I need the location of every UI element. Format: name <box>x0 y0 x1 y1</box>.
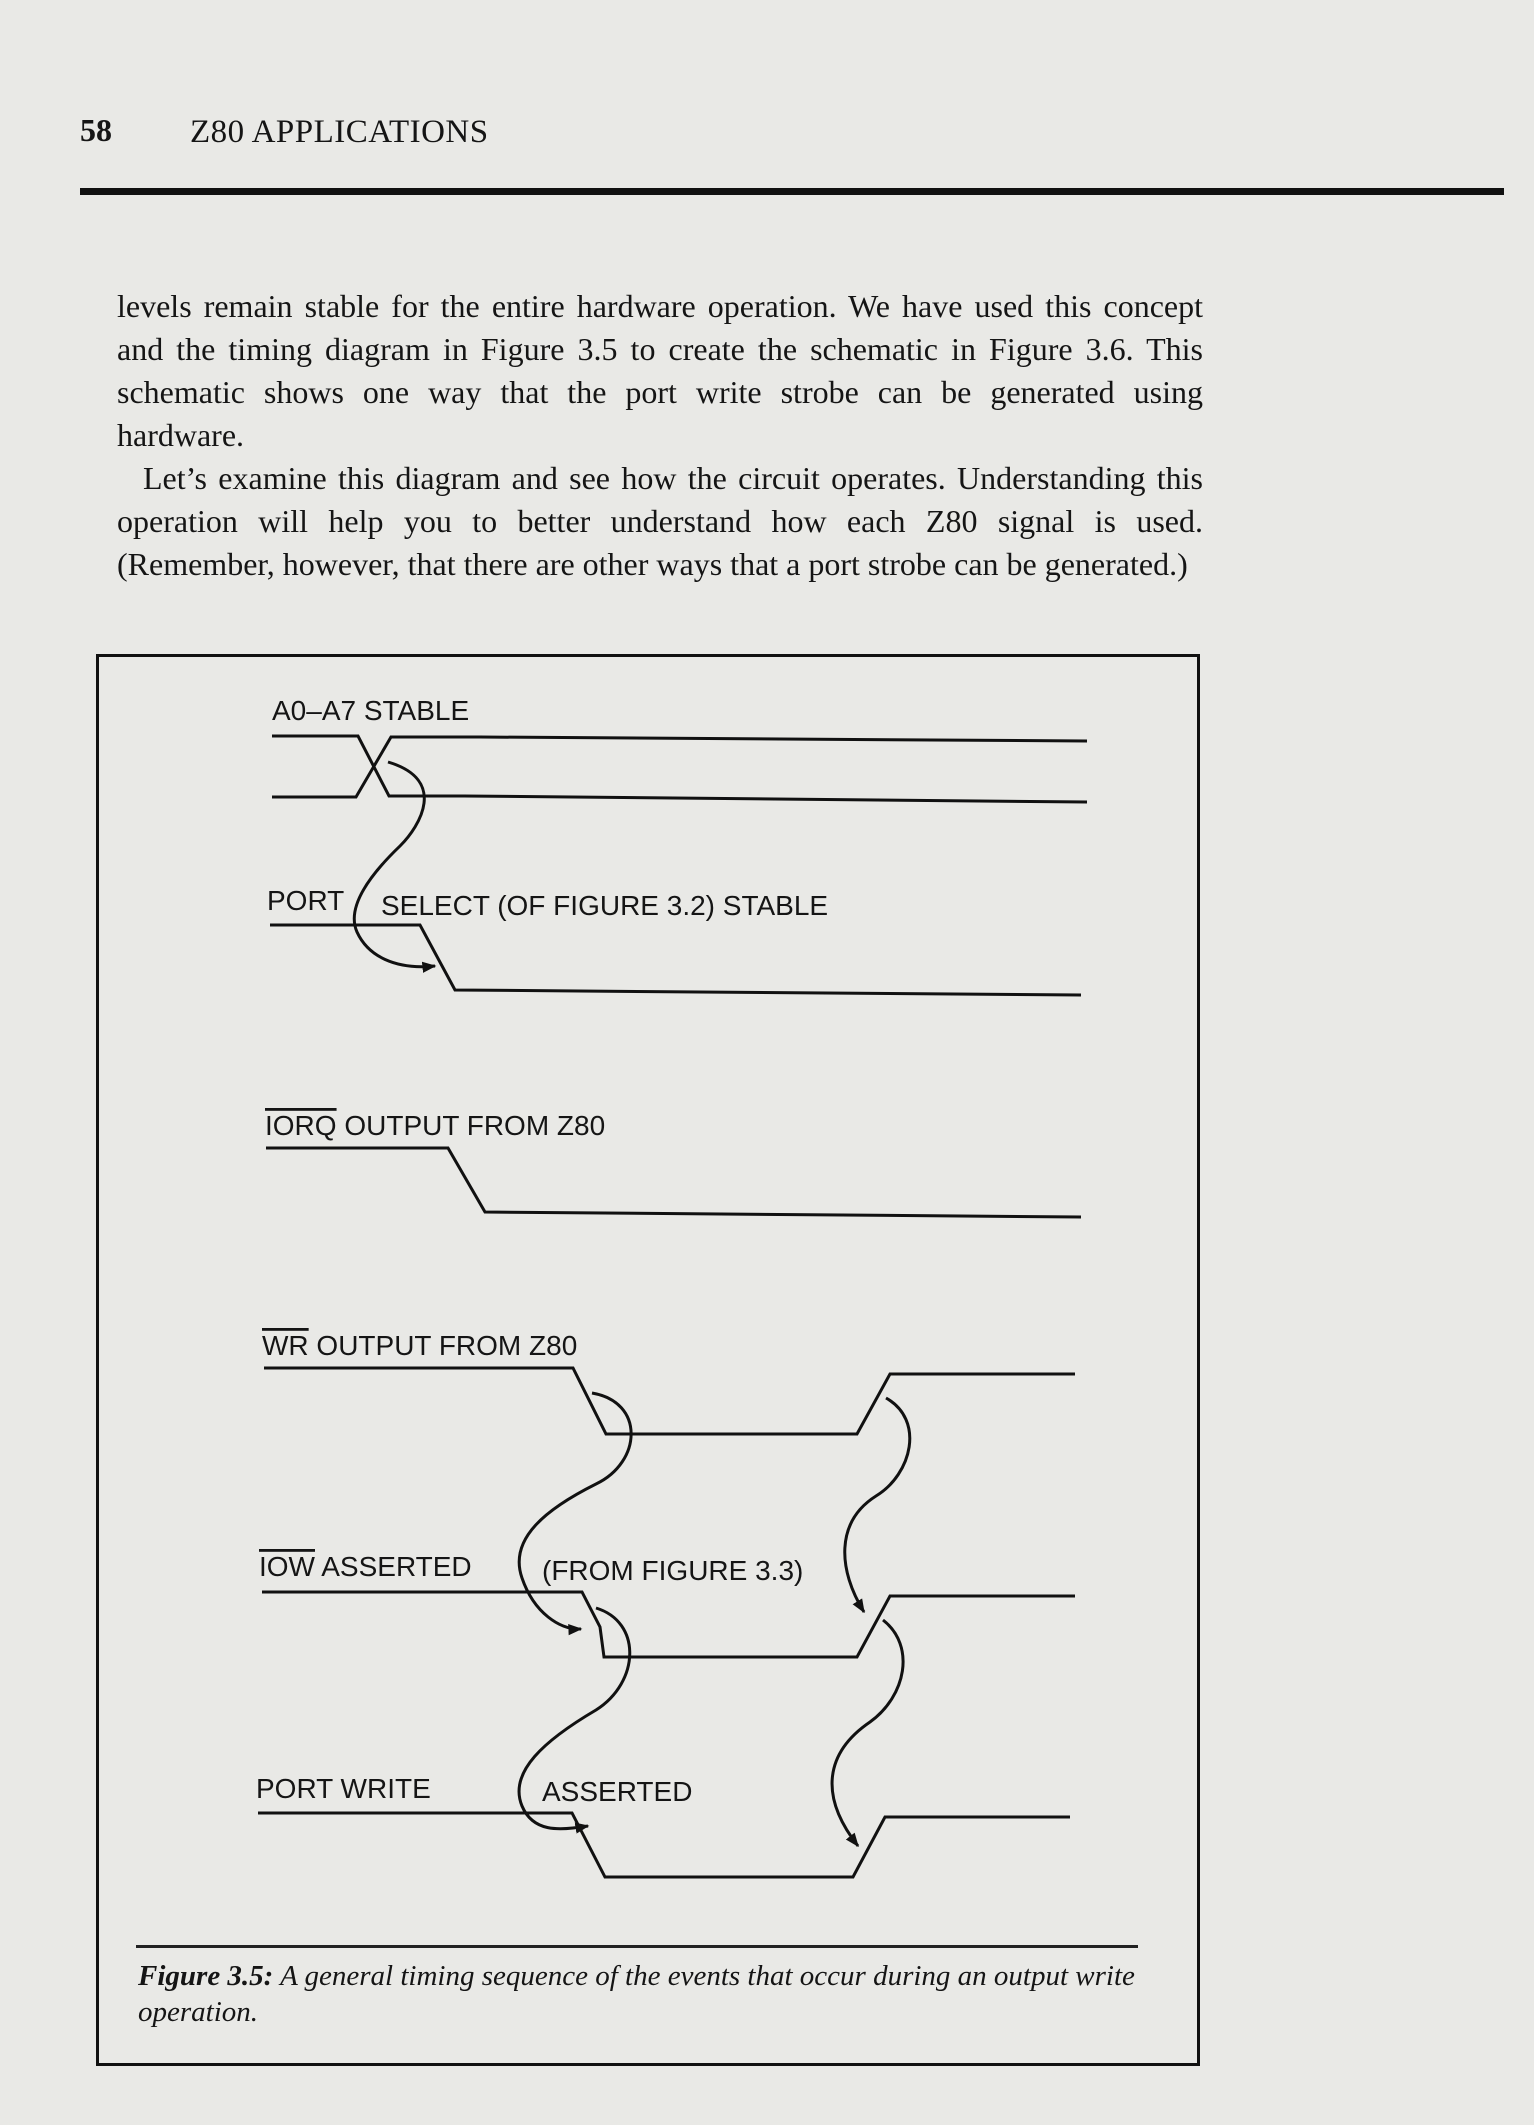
arrow-address-to-port-select <box>354 762 435 967</box>
caption-rule <box>136 1945 1138 1948</box>
iow-source-label: (FROM FIGURE 3.3) <box>542 1555 804 1586</box>
wr-label-rest: OUTPUT FROM Z80 <box>308 1330 578 1361</box>
port-write-label-left: PORT WRITE <box>256 1773 431 1804</box>
address-label: A0–A7 STABLE <box>272 695 470 726</box>
caption-text: A general timing sequence of the events that occur during an output write operation. <box>138 1960 1135 2028</box>
iorq-label-rest: OUTPUT FROM Z80 <box>336 1110 606 1141</box>
wr-label <box>262 1330 577 1361</box>
iorq-overbar-name: IORQ <box>265 1110 337 1141</box>
iow-label-rest: ASSERTED <box>315 1551 472 1582</box>
iow-label <box>259 1551 472 1582</box>
iorq-trace <box>266 1148 1081 1217</box>
arrow-iow-rise-to-port-write-rise <box>832 1620 903 1846</box>
iow-trace <box>262 1592 1075 1657</box>
address-bus-lower-trace <box>272 737 1087 797</box>
running-title: Z80 APPLICATIONS <box>190 114 489 150</box>
address-bus-upper-trace <box>272 736 1087 802</box>
port-select-label-left: PORT <box>267 885 345 916</box>
paragraph-2: Let’s examine this diagram and see how the circuit operates. Understanding this operation will help you to better understand how each Z80 signal is used. (Remember, however, that there are other ways that a port strobe can be generated.) <box>117 460 1203 582</box>
arrow-wr-to-iow <box>519 1393 631 1629</box>
iow-overbar-name: IOW <box>259 1551 315 1582</box>
port-select-trace <box>270 925 1081 995</box>
paragraph-1: levels remain stable for the entire hardware operation. We have used this concept and the timing diagram in Figure 3.5 to create the schematic in Figure 3.6. This schematic shows one way that the port write strobe can be generated using hardware. <box>117 288 1203 453</box>
wr-overbar-name: WR <box>262 1330 309 1361</box>
port-write-trace <box>258 1813 1070 1877</box>
wr-trace <box>264 1368 1075 1434</box>
port-select-label-right: SELECT (OF FIGURE 3.2) STABLE <box>381 890 829 921</box>
page-number: 58 <box>80 112 112 148</box>
caption-label: Figure 3.5: <box>138 1960 274 1992</box>
figure-caption <box>138 1958 1138 2030</box>
iorq-label <box>265 1110 605 1141</box>
arrow-wr-rise-to-iow-rise <box>845 1398 910 1612</box>
port-write-label-right: ASSERTED <box>542 1776 693 1807</box>
